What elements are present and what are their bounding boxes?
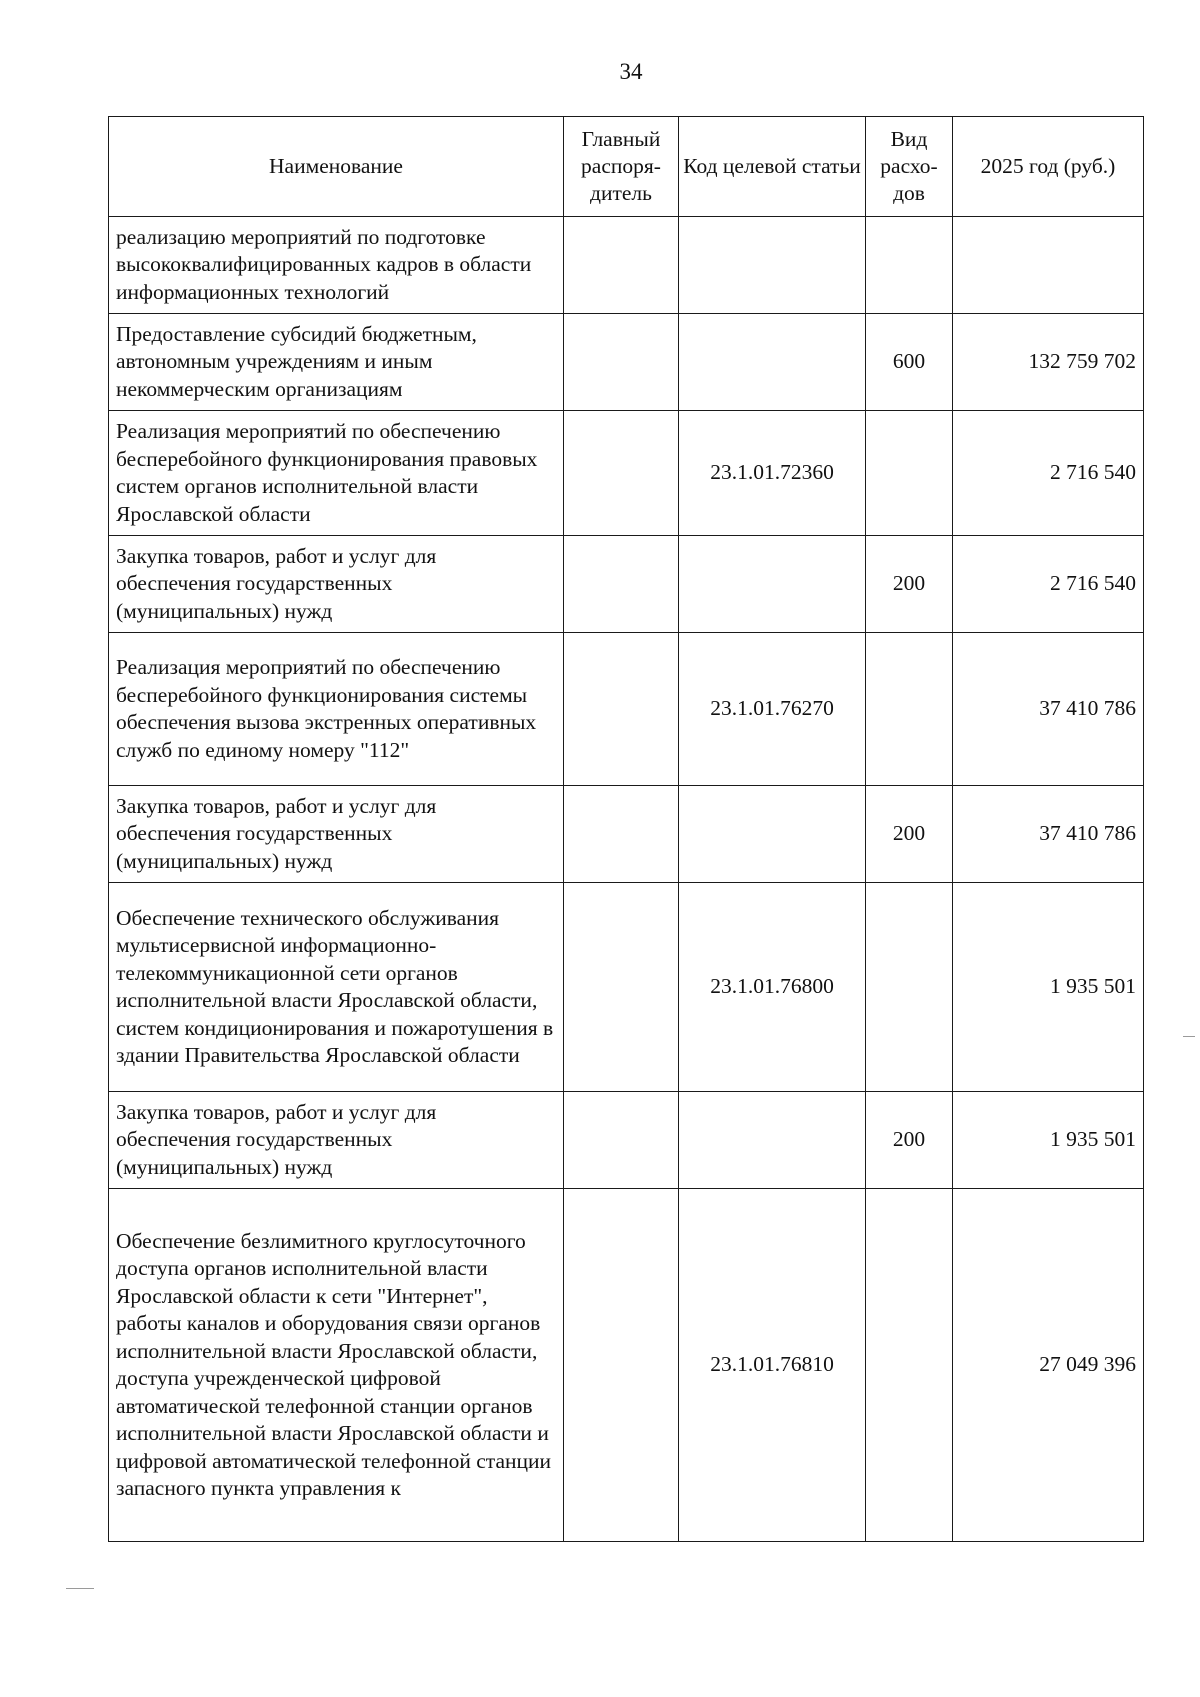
row-amount-cell: 27 049 396	[953, 1189, 1144, 1542]
row-target-code-cell: 23.1.01.76810	[679, 1189, 866, 1542]
row-amount-cell: 2 716 540	[953, 411, 1144, 536]
table-row	[109, 1189, 1144, 1542]
row-expense-type-cell	[866, 217, 953, 314]
table-row	[109, 633, 1144, 786]
table-row	[109, 786, 1144, 883]
table-header	[109, 117, 1144, 217]
row-amount-cell: 37 410 786	[953, 633, 1144, 786]
table-row	[109, 411, 1144, 536]
header-target-code: Код целевой статьи	[679, 117, 866, 217]
row-name-cell: Обеспечение безлимитного круглосуточного доступа органов исполнительной власти Ярославской области к сети "Интернет", работы каналов и оборудования связи органов исполнительной власти Ярославской области, доступа учрежденческой цифровой автоматической телефонной станции органов исполнительной власти Ярославской области и цифровой автоматической телефонной станции запасного пункта управления к	[109, 1189, 564, 1542]
row-target-code-cell	[679, 314, 866, 411]
header-amount-2025: 2025 год (руб.)	[953, 117, 1144, 217]
row-target-code-cell	[679, 536, 866, 633]
row-target-code-cell: 23.1.01.76270	[679, 633, 866, 786]
row-expense-type-cell	[866, 883, 953, 1092]
row-target-code-cell	[679, 786, 866, 883]
row-expense-type-cell	[866, 411, 953, 536]
table-row	[109, 536, 1144, 633]
row-name-cell: Обеспечение технического обслуживания мультисервисной информационно-телекоммуникационной сети органов исполнительной власти Ярославской области, систем кондиционирования и пожаротушения в здании Правительства Ярославской области	[109, 883, 564, 1092]
row-name-cell: Закупка товаров, работ и услуг для обеспечения государственных (муниципальных) нужд	[109, 1092, 564, 1189]
row-manager-cell	[564, 217, 679, 314]
row-target-code-cell	[679, 217, 866, 314]
row-expense-type-cell: 200	[866, 536, 953, 633]
header-name: Наименование	[109, 117, 564, 217]
table-row	[109, 314, 1144, 411]
table-row	[109, 1092, 1144, 1189]
row-expense-type-cell: 200	[866, 1092, 953, 1189]
page-number: 34	[619, 59, 643, 84]
row-amount-cell: 2 716 540	[953, 536, 1144, 633]
row-name-cell: Предоставление субсидий бюджетным, автономным учреждениям и иным некоммерческим организациям	[109, 314, 564, 411]
table-row	[109, 217, 1144, 314]
row-amount-cell: 1 935 501	[953, 1092, 1144, 1189]
row-name-cell: реализацию мероприятий по подготовке высококвалифицированных кадров в области информационных технологий	[109, 217, 564, 314]
row-manager-cell	[564, 786, 679, 883]
row-name-cell: Закупка товаров, работ и услуг для обеспечения государственных (муниципальных) нужд	[109, 536, 564, 633]
row-expense-type-cell	[866, 633, 953, 786]
table-body	[109, 217, 1144, 1542]
row-target-code-cell	[679, 1092, 866, 1189]
header-expense-type: Вид расхо-дов	[866, 117, 953, 217]
row-manager-cell	[564, 1092, 679, 1189]
row-expense-type-cell: 600	[866, 314, 953, 411]
row-manager-cell	[564, 314, 679, 411]
row-target-code-cell: 23.1.01.72360	[679, 411, 866, 536]
scan-artifact	[66, 1588, 94, 1589]
budget-table	[108, 116, 1144, 1542]
scan-artifact	[1183, 1036, 1195, 1037]
row-manager-cell	[564, 536, 679, 633]
row-expense-type-cell	[866, 1189, 953, 1542]
row-amount-cell: 37 410 786	[953, 786, 1144, 883]
row-name-cell: Закупка товаров, работ и услуг для обеспечения государственных (муниципальных) нужд	[109, 786, 564, 883]
row-manager-cell	[564, 633, 679, 786]
row-target-code-cell: 23.1.01.76800	[679, 883, 866, 1092]
row-name-cell: Реализация мероприятий по обеспечению бесперебойного функционирования системы обеспечения вызова экстренных оперативных служб по единому номеру "112"	[109, 633, 564, 786]
row-manager-cell	[564, 411, 679, 536]
table-row	[109, 883, 1144, 1092]
row-expense-type-cell: 200	[866, 786, 953, 883]
row-amount-cell: 132 759 702	[953, 314, 1144, 411]
row-amount-cell	[953, 217, 1144, 314]
header-manager: Главный распоря-дитель	[564, 117, 679, 217]
row-manager-cell	[564, 883, 679, 1092]
header-row	[109, 117, 1144, 217]
row-amount-cell: 1 935 501	[953, 883, 1144, 1092]
row-manager-cell	[564, 1189, 679, 1542]
row-name-cell: Реализация мероприятий по обеспечению бесперебойного функционирования правовых систем органов исполнительной власти Ярославской области	[109, 411, 564, 536]
